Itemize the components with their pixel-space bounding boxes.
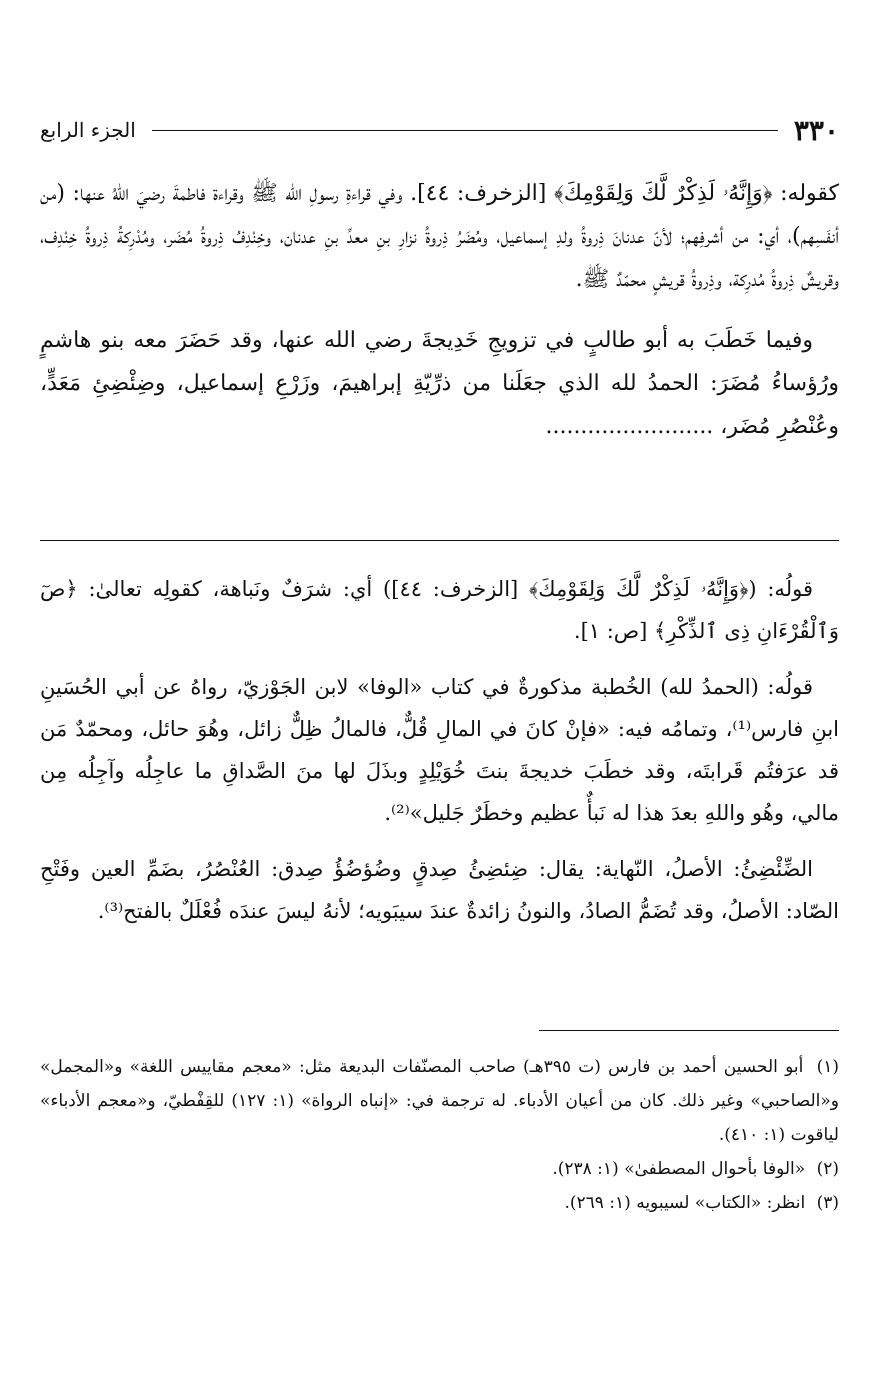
footnote-rule xyxy=(539,1030,839,1031)
main-paragraph-2: وفيما خَطَبَ به أبو طالبٍ في تزويجِ خَدِيجةَ رضي الله عنها، وقد حَضَرَ معه بنو هاشمٍ ورُؤساءُ مُضَرَ: الحمدُ لله الذي جعَلَنا من ذرِّيّةِ إبراهيمَ، وزَرْعِ إسماعيل، وضِئْضِئِ مَعَدٍّ، وعُنْصُرِ مُضَر، ........................ xyxy=(40,328,839,439)
main-paragraph-1: كقوله: ﴿وَإِنَّهُۥ لَذِكْرٌ لَّكَ وَلِقَوْمِكَ﴾ [الزخرف: ٤٤]. وفي قراءةِ رسولِ الله ﷺ وقراءة فاطمةَ رضيَ اللهُ عنها: (من أنفَسِهم)، أي: من أشرفِهم؛ لأنّ عدنانَ ذِروةُ ولدِ إسماعيل، ومُضَرُ ذِروةُ نزارِ بنِ معدِّ بنِ عدنان، وخِنْدِفُ ذِروةُ مُضَر، ومُدْرِكةُ ذِروةُ خِنْدِف، وقريشٌ ذِروةُ مُدرِكة، وذِروةُ قريشٍ محمّدٌ ﷺ. xyxy=(40,181,840,292)
main-text xyxy=(40,172,839,466)
commentary-paragraph-2: قولُه: (الحمدُ لله) الخُطبة مذكورةٌ في كتاب «الوفا» لابن الجَوْزيّ، رواهُ عن أبي الحُسَينِ ابنِ فارس⁽¹⁾، وتمامُه فيه: «فإنْ كانَ في المالِ قُلٌّ، فالمالُ ظِلٌّ زائل، وهُوَ حائل، ومحمّدٌ مَن قد عرَفتُم قَرابتَه، وقد خطَبَ خديجةَ بنتَ خُوَيْلِدٍ وبذَلَ لها منَ الصَّداقِ ما عاجِلُه وآجِلُه مِن مالي، وهُو واللهِ بعدَ هذا له نَبأٌ عظيم وخطَرٌ جَليل»⁽²⁾. xyxy=(40,675,840,825)
footnote-number: (٣) xyxy=(816,1193,839,1213)
footnotes xyxy=(40,1050,839,1220)
commentary-paragraph-3: الضِّئْضِئُ: الأصلُ، النّهاية: يقال: ضِئضِئُ صِدقٍ وضُؤضُؤُ صِدق: العُنْصُرُ، بضَمِّ العين وفَتْحِ الصّاد: الأصلُ، وقد تُضَمُّ الصادُ، والنونُ زائدةٌ عندَ سيبَويه؛ لأنهُ ليسَ عندَه فُعْلَلٌ بالفتح⁽³⁾. xyxy=(40,857,839,923)
commentary-divider xyxy=(40,540,839,541)
footnote-number: (١) xyxy=(816,1057,839,1077)
footnote-text: انظر: «الكتاب» لسيبويه (١: ٢٦٩). xyxy=(564,1193,806,1213)
running-head: الجزء الرابع xyxy=(40,118,136,142)
header-rule xyxy=(152,130,778,131)
footnote-text: أبو الحسين أحمد بن فارس (ت ٣٩٥هـ) صاحب المصنّفات البديعة مثل: «معجم مقاييس اللغة» و«المجمل» و«الصاحبي» وغير ذلك. كان من أعيان الأدباء. له ترجمة في: «إنباه الرواة» (١: ١٢٧) للقِفْطيّ، و«معجم الأدباء» لياقوت (١: ٤١٠). xyxy=(40,1057,840,1145)
page-number: ٣٣٠ xyxy=(793,113,839,147)
footnote-number: (٢) xyxy=(816,1159,839,1179)
footnote-2 xyxy=(40,1152,839,1186)
commentary-paragraph-1: قولُه: (﴿وَإِنَّهُۥ لَذِكْرٌ لَّكَ وَلِقَوْمِكَ﴾ [الزخرف: ٤٤]) أي: شرَفٌ ونَباهة، كقولِه تعالىٰ: ﴿صٓ وَٱلْقُرْءَانِ ذِى ٱلذِّكْرِ﴾ [ص: ١]. xyxy=(40,577,839,643)
page-header xyxy=(40,108,839,152)
commentary-text xyxy=(40,568,839,946)
footnote-text: «الوفا بأحوال المصطفىٰ» (١: ٢٣٨). xyxy=(552,1159,806,1179)
footnote-3 xyxy=(40,1186,839,1220)
footnote-1 xyxy=(40,1050,839,1152)
